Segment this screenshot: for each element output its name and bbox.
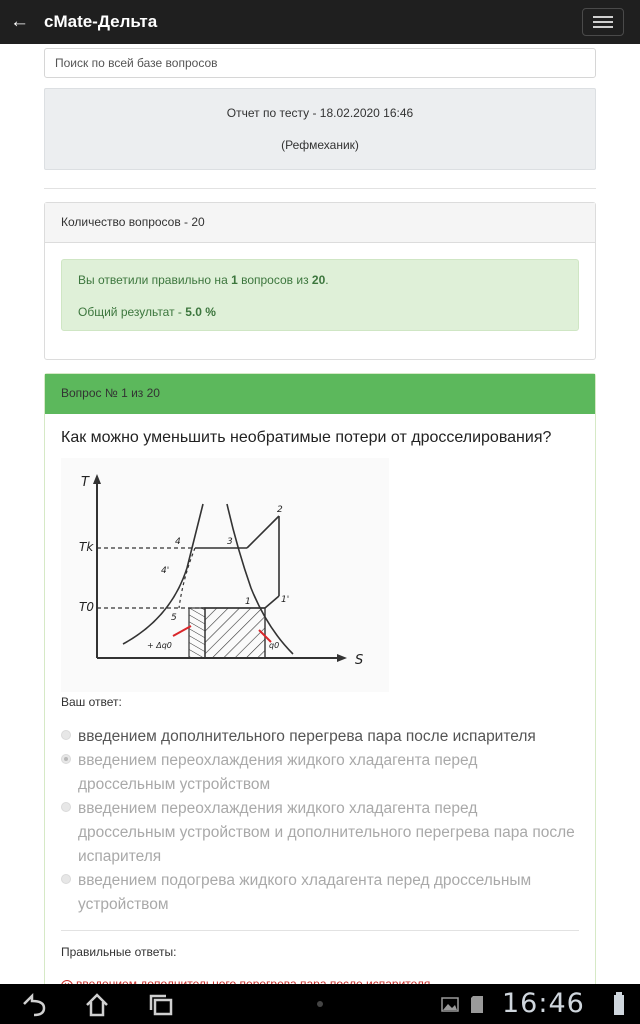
stats-panel-header — [45, 203, 595, 243]
point-4p-label: 4' — [161, 566, 170, 576]
point-5-label: 5 — [171, 613, 177, 623]
point-1-label: 1 — [245, 597, 251, 607]
q0-label: q0 — [269, 641, 280, 650]
result-prefix: Общий результат - — [78, 305, 186, 319]
home-icon[interactable] — [82, 984, 112, 1024]
point-2-label: 2 — [277, 505, 283, 515]
radio-checked-icon[interactable] — [61, 754, 71, 764]
sd-card-icon — [468, 984, 488, 1024]
gallery-icon — [440, 984, 460, 1024]
report-subject: (Рефмеханик) — [281, 138, 359, 152]
radio-unchecked-icon[interactable] — [61, 874, 71, 884]
hamburger-icon-bar — [593, 26, 613, 28]
point-3-label: 3 — [227, 537, 233, 547]
result-value: 5.0 % — [185, 305, 216, 319]
answered-middle: вопросов из — [237, 273, 312, 287]
system-nav-bar — [0, 984, 640, 1024]
menu-button[interactable] — [582, 8, 624, 36]
question-text: Как можно уменьшить необратимые потери от дросселирования? — [61, 429, 552, 446]
hamburger-icon — [593, 16, 613, 18]
result-alert — [61, 259, 579, 331]
answered-total-count: 20 — [311, 273, 326, 287]
back-arrow-icon[interactable]: ← — [10, 11, 29, 32]
overall-result — [78, 305, 216, 319]
t0-label: T0 — [79, 600, 94, 614]
hamburger-icon-bar — [593, 21, 613, 23]
answer-option-text: введением переохлаждения жидкого хладагента перед дроссельным устройством — [78, 752, 478, 793]
report-title: Отчет по тесту - 18.02.2020 16:46 — [226, 106, 414, 120]
ts-diagram — [61, 458, 389, 692]
dot-indicator-icon — [314, 984, 326, 1024]
divider — [61, 930, 579, 931]
correct-answers-label: Правильные ответы: — [61, 945, 177, 959]
app-title: cMate-Дельта — [44, 12, 158, 31]
stats-panel — [44, 202, 596, 360]
recent-apps-icon[interactable] — [146, 984, 176, 1024]
back-icon[interactable] — [18, 984, 48, 1024]
report-box — [44, 88, 596, 170]
question-number: Вопрос № 1 из 20 — [61, 386, 160, 400]
divider — [44, 188, 596, 189]
radio-unchecked-icon[interactable] — [61, 730, 71, 740]
s-axis-label: S — [355, 653, 364, 668]
your-answer-label: Ваш ответ: — [61, 695, 122, 709]
question-panel-header — [45, 374, 595, 414]
point-1p-label: 1' — [281, 595, 290, 605]
search-input[interactable] — [44, 48, 596, 78]
app-bar — [0, 0, 640, 44]
question-panel — [44, 373, 596, 1013]
answered-prefix: Вы ответили правильно на — [78, 273, 232, 287]
tk-label: Tk — [79, 540, 94, 554]
battery-icon — [612, 984, 626, 1024]
answer-option-text: введением переохлаждения жидкого хладагента перед дроссельным устройством и дополнительного перегрева пара после испарителя — [78, 800, 575, 865]
answer-option-text: введением подогрева жидкого хладагента перед дроссельным устройством — [78, 872, 532, 913]
radio-unchecked-icon[interactable] — [61, 802, 71, 812]
point-4-label: 4 — [175, 537, 181, 547]
answer-option-text: введением дополнительного перегрева пара после испарителя — [78, 728, 536, 745]
t-axis-label: T — [81, 475, 89, 490]
answered-correct-count: 1 — [231, 273, 238, 287]
delta-q0-label: + Δq0 — [147, 641, 172, 650]
answered-summary — [78, 273, 329, 287]
answered-suffix: . — [325, 273, 329, 287]
clock: 16:46 — [502, 988, 585, 1019]
question-count: Количество вопросов - 20 — [61, 215, 205, 229]
ts-diagram-svg — [61, 458, 389, 692]
